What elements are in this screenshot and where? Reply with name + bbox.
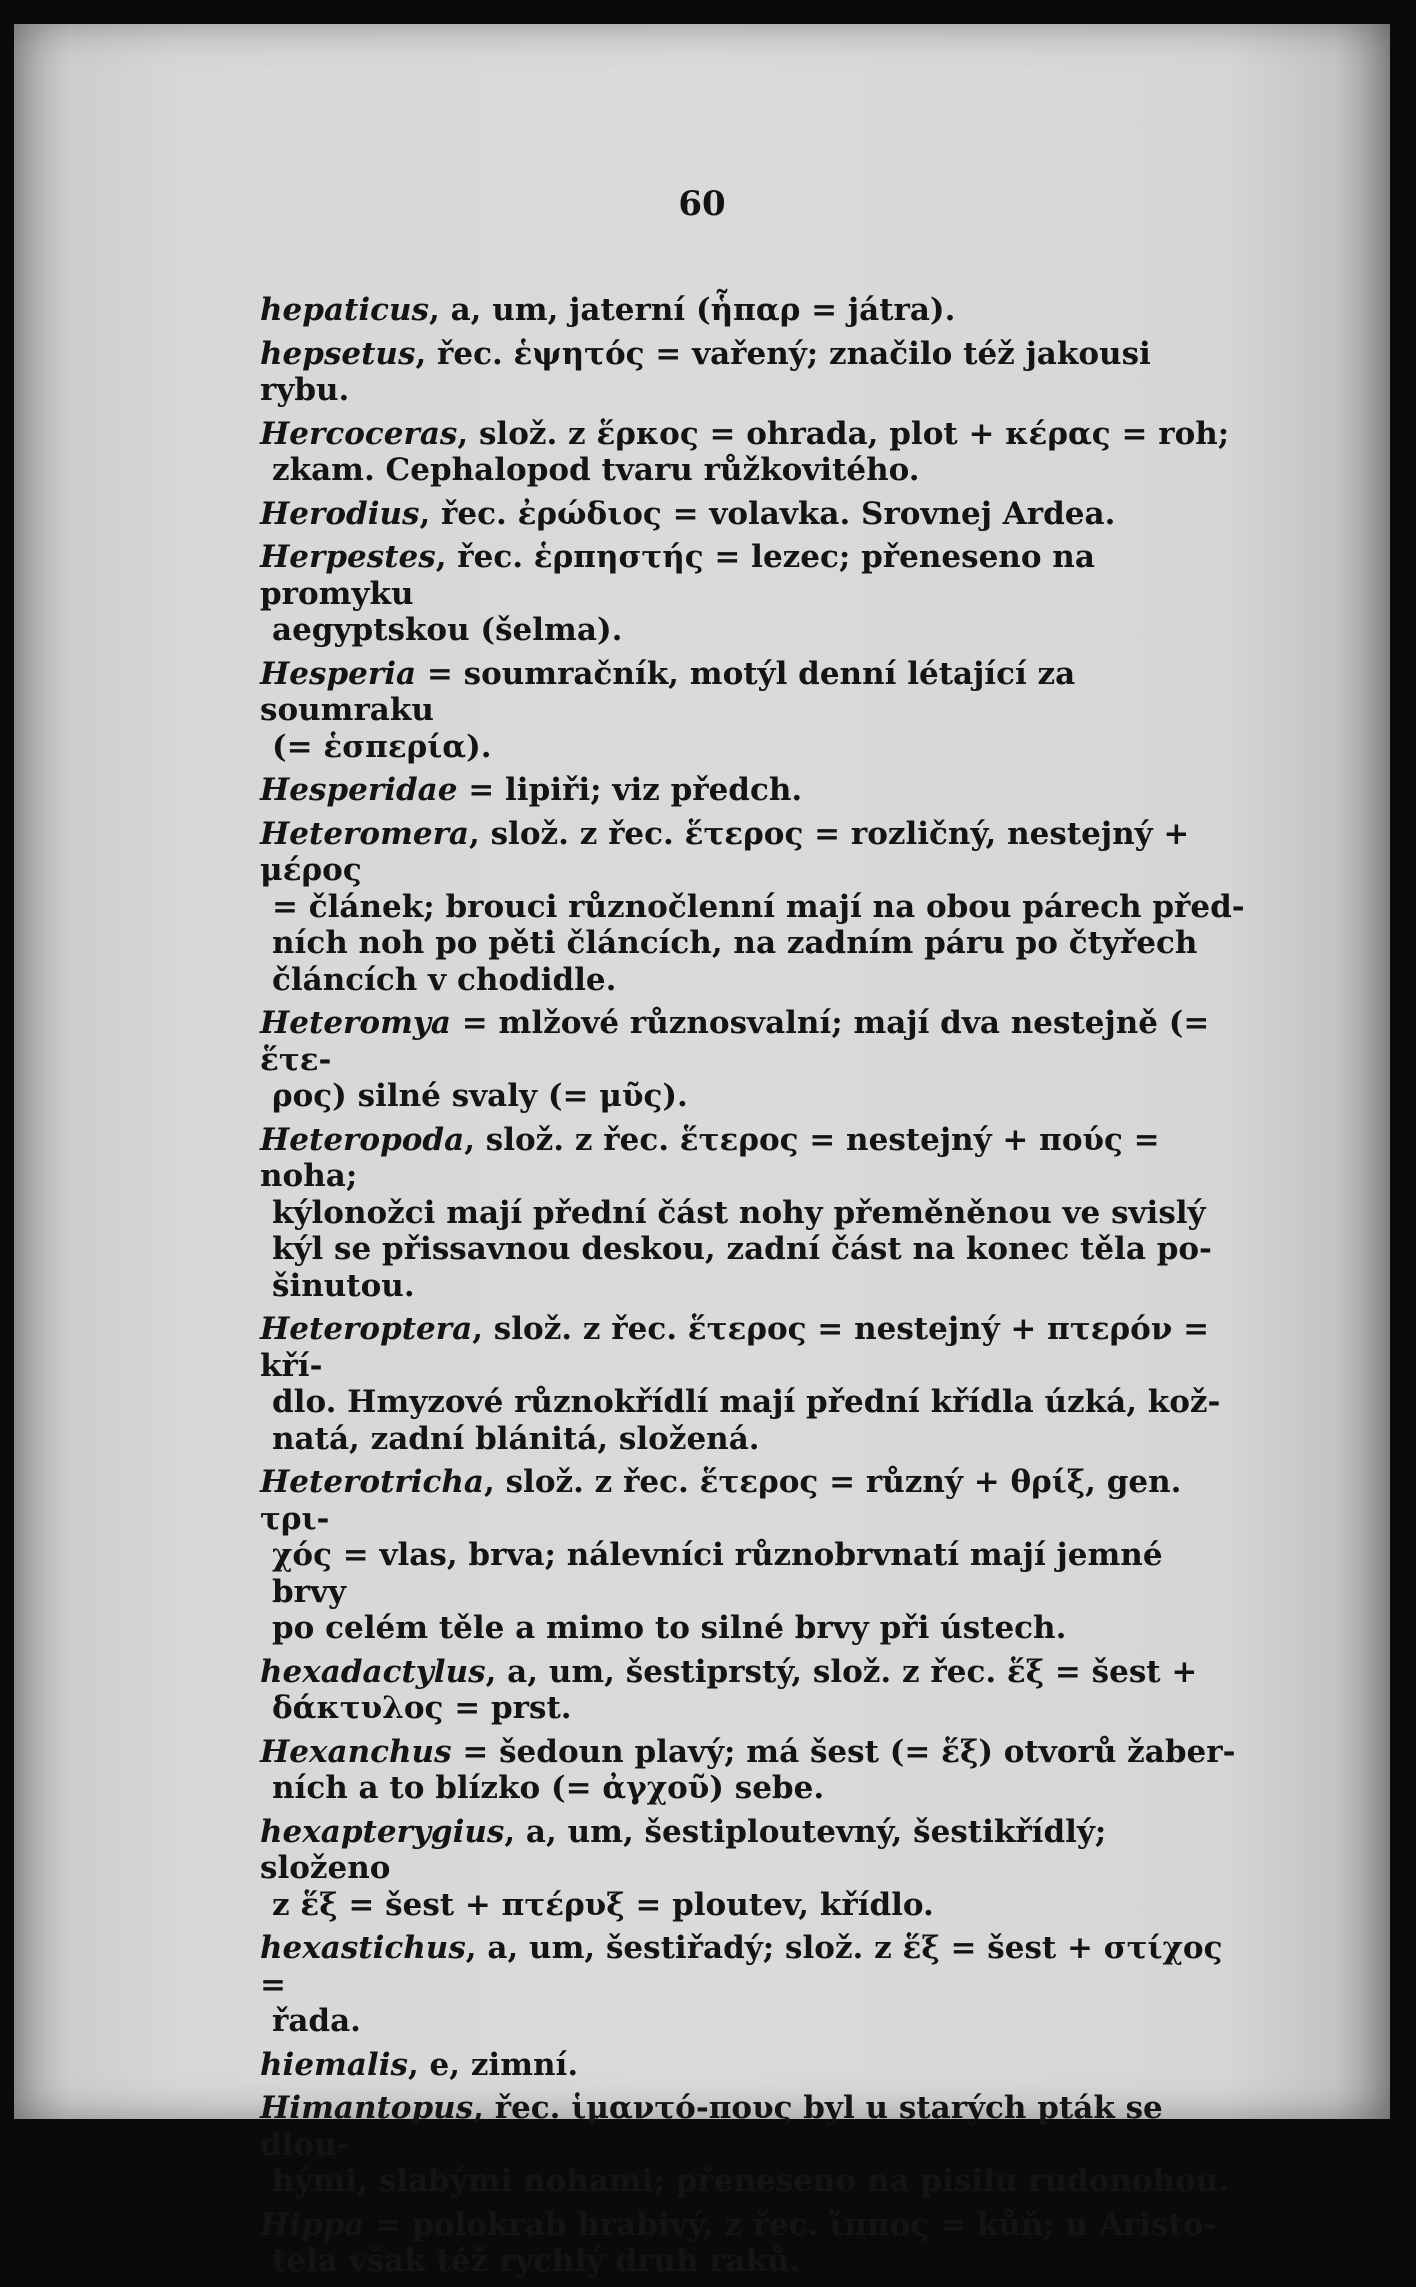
dictionary-entry [260, 1122, 1246, 1305]
entry-text: , a, um, šestiřadý; slož. z ἕξ = šest + στίχος = [260, 1930, 1223, 2003]
entry-text: , řec. ἑρπηστής = lezec; přeneseno na promyku [260, 539, 1095, 612]
entry-headword: hepaticus [260, 292, 429, 328]
entry-continuation: kýl se přissavnou deskou, zadní část na konec těla po- [272, 1231, 1212, 1267]
entry-continuation: ních noh po pěti článcích, na zadním páru po čtyřech [272, 925, 1198, 961]
entry-headword: hexadactylus [260, 1653, 486, 1690]
dictionary-entry [260, 416, 1246, 489]
entry-headword: Heteromera [260, 815, 470, 852]
dictionary-entry [260, 2207, 1246, 2280]
entry-text: , slož. z řec. ἕτερος = různý + θρίξ, gen. τρι- [260, 1464, 1182, 1537]
dictionary-entry [260, 292, 1246, 329]
entry-headword: Hesperidae [260, 772, 458, 808]
dictionary-entry [260, 2090, 1246, 2200]
entry-text: , slož. z řec. ἕτερος = rozličný, nestejný + μέρος [260, 815, 1190, 888]
entry-headword: Herpestes [260, 539, 436, 575]
dictionary-entry [260, 1311, 1246, 1457]
dictionary-entry [260, 1005, 1246, 1115]
entry-continuation: ρος) silné svaly (= μῦς). [272, 1078, 688, 1114]
entry-headword: Heterotricha [260, 1464, 484, 1500]
entry-continuation: šinutou. [272, 1267, 415, 1304]
entry-continuation: natá, zadní blánitá, složená. [272, 1420, 760, 1457]
entry-continuation: tela však též rychlý druh raků. [272, 2243, 801, 2279]
dictionary-entry [260, 1734, 1246, 1807]
entry-text: , řec. ἱμαντό-πους byl u starých pták se dlou- [260, 2090, 1163, 2163]
dictionary-entry [260, 656, 1246, 766]
entry-continuation: řada. [272, 2003, 361, 2039]
dictionary-entry [260, 2047, 1246, 2084]
dictionary-entry [260, 336, 1246, 409]
entry-headword: Hippa [260, 2206, 365, 2243]
dictionary-entry [260, 1654, 1246, 1727]
entry-continuation: dlo. Hmyzové různokřídlí mají přední křídla úzká, kož- [272, 1384, 1221, 1420]
entry-headword: Hesperia [260, 655, 417, 692]
entry-continuation: zkam. Cephalopod tvaru růžkovitého. [272, 452, 920, 488]
entry-continuation: (= ἑσπερία). [272, 728, 492, 765]
entry-headword: hexapterygius [260, 1813, 505, 1850]
entry-text: = mlžové různosvalní; mají dva nestejně (= ἕτε- [260, 1005, 1210, 1078]
dictionary-entry [260, 1930, 1246, 2040]
entry-headword: Himantopus [260, 2090, 474, 2126]
entry-text: , a, um, šestiprstý, slož. z řec. ἕξ = šest + [485, 1653, 1198, 1690]
entry-continuation: kýlonožci mají přední část nohy přeměněnou ve svislý [272, 1194, 1206, 1231]
entry-text: , řec. ἐρώδιος = volavka. Srovnej Ardea. [419, 495, 1116, 532]
dictionary-entry [260, 1464, 1246, 1647]
entry-text: , slož. z ἕρκος = ohrada, plot + κέρας = roh; [457, 415, 1230, 452]
entry-headword: Heteroptera [260, 1311, 473, 1347]
entry-headword: hepsetus [260, 335, 416, 372]
entry-text: , řec. ἑψητός = vařený; značilo též jakousi rybu. [260, 335, 1151, 408]
entry-text: , a, um, jaterní (ἧπαρ = játra). [429, 292, 956, 328]
entry-headword: hiemalis [260, 2046, 408, 2083]
entry-headword: Hercoceras [260, 415, 458, 452]
entry-text: = lipiři; viz předch. [457, 772, 803, 808]
entry-continuation: aegyptskou (šelma). [272, 612, 623, 648]
entry-headword: Heteropoda [260, 1121, 465, 1158]
entry-continuation: δάκτυλος = prst. [272, 1690, 572, 1726]
entry-continuation: článcích v chodidle. [272, 961, 617, 998]
entry-text: , e, zimní. [407, 2046, 579, 2083]
entry-text: , slož. z řec. ἕτερος = nestejný + πτερόν = kří- [260, 1311, 1210, 1384]
entry-headword: Herodius [260, 495, 420, 532]
entry-continuation: χός = vlas, brva; nálevníci různobrvnatí mají jemné brvy [272, 1537, 1163, 1610]
page-number: 60 [678, 184, 726, 224]
entry-continuation: = článek; brouci různočlenní mají na obou párech před- [272, 888, 1245, 925]
entry-continuation: ních a to blízko (= ἀγχοῦ) sebe. [272, 1770, 825, 1806]
dictionary-entry [260, 816, 1246, 999]
book-page [14, 24, 1390, 2279]
entry-headword: Heteromya [260, 1005, 451, 1041]
entry-headword: Hexanchus [260, 1733, 452, 1770]
entry-continuation: hými, slabými nohami; přeneseno na pisilu rudonohou. [272, 2163, 1230, 2199]
dictionary-entry [260, 1814, 1246, 1924]
dictionary-entries [260, 292, 1246, 2287]
entry-text: , slož. z řec. ἕτερος = nestejný + πούς = noha; [260, 1121, 1160, 1194]
entry-continuation: z ἕξ = šest + πτέρυξ = ploutev, křídlo. [272, 1886, 934, 1923]
dictionary-entry [260, 772, 1246, 809]
entry-headword: hexastichus [260, 1930, 466, 1966]
dictionary-entry [260, 539, 1246, 649]
entry-continuation: po celém těle a mimo to silné brvy při ústech. [272, 1610, 1067, 1646]
dictionary-entry [260, 496, 1246, 533]
entry-text: , a, um, šestiploutevný, šestikřídlý; složeno [260, 1813, 1107, 1886]
entry-text: = šedoun plavý; má šest (= ἕξ) otvorů žaber- [451, 1733, 1236, 1770]
entry-text: = soumračník, motýl denní létající za soumraku [260, 655, 1076, 728]
entry-text: = polokrab hrabivý, z řec. ἵππος = kůň; u Aristo- [364, 2206, 1217, 2243]
